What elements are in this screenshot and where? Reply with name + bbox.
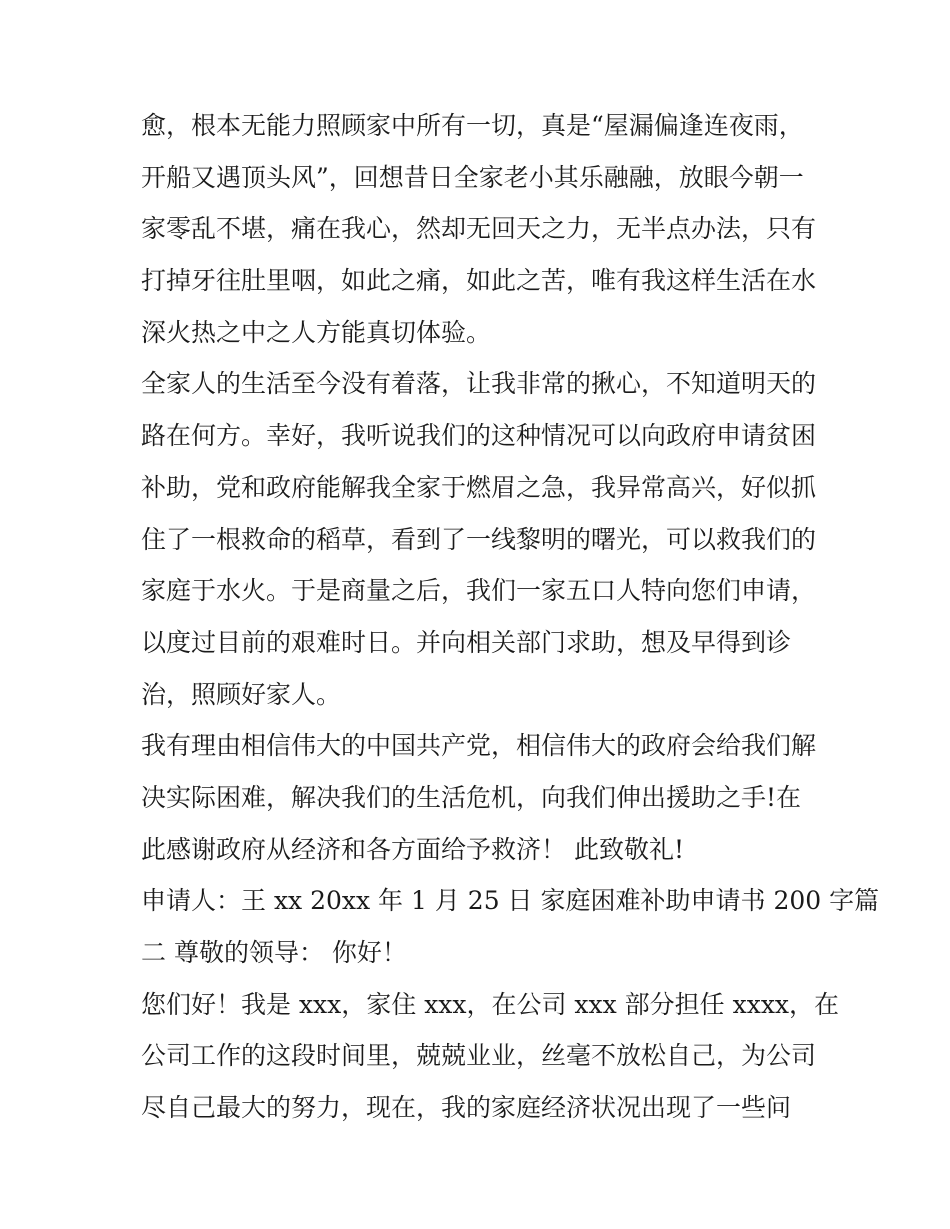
text-line: 深火热之中之人方能真切体验。 (141, 317, 492, 347)
text-line: 家庭于水火。于是商量之后，我们一家五口人特向您们申请， (141, 576, 817, 606)
text-line: 家零乱不堪，痛在我心，然却无回天之力，无半点办法，只有 (141, 214, 817, 244)
text-line: 尽自己最大的努力，现在，我的家庭经济状况出现了一些问 (141, 1093, 792, 1123)
text-line: 全家人的生活至今没有着落，让我非常的揪心，不知道明天的 (141, 369, 817, 399)
text-line: 路在何方。幸好，我听说我们的这种情况可以向政府申请贫困 (141, 421, 817, 451)
text-line: 您们好！我是 xxx，家住 xxx，在公司 xxx 部分担任 xxxx，在 (141, 989, 840, 1019)
text-line: 住了一根救命的稻草，看到了一线黎明的曙光，可以救我们的 (141, 524, 817, 554)
text-line: 决实际困难，解决我们的生活危机，向我们伸出援助之手!在 (141, 782, 802, 812)
text-line: 我有理由相信伟大的中国共产党，相信伟大的政府会给我们解 (141, 731, 817, 761)
body-text (141, 100, 880, 1134)
text-line: 开船又遇顶头风”，回想昔日全家老小其乐融融，放眼今朝一 (141, 162, 804, 192)
text-line: 治，照顾好家人。 (141, 679, 342, 709)
text-line: 二 尊敬的领导： 你好！ (141, 938, 407, 967)
text-line: 补助，党和政府能解我全家于燃眉之急，我异常高兴，好似抓 (141, 472, 817, 502)
text-line: 以度过目前的艰难时日。并向相关部门求助，想及早得到诊 (141, 627, 792, 657)
text-line: 此感谢政府从经济和各方面给予救济！ 此致敬礼! (141, 834, 684, 864)
text-line: 申请人：王 xx 20xx 年 1 月 25 日 家庭困难补助申请书 200 字篇 (141, 886, 880, 916)
text-line: 公司工作的这段时间里，兢兢业业，丝毫不放松自己，为公司 (141, 1041, 817, 1071)
text-line: 愈，根本无能力照顾家中所有一切，真是“屋漏偏逢连夜雨， (141, 111, 804, 140)
text-line: 打掉牙往肚里咽，如此之痛，如此之苦，唯有我这样生活在水 (141, 266, 817, 296)
